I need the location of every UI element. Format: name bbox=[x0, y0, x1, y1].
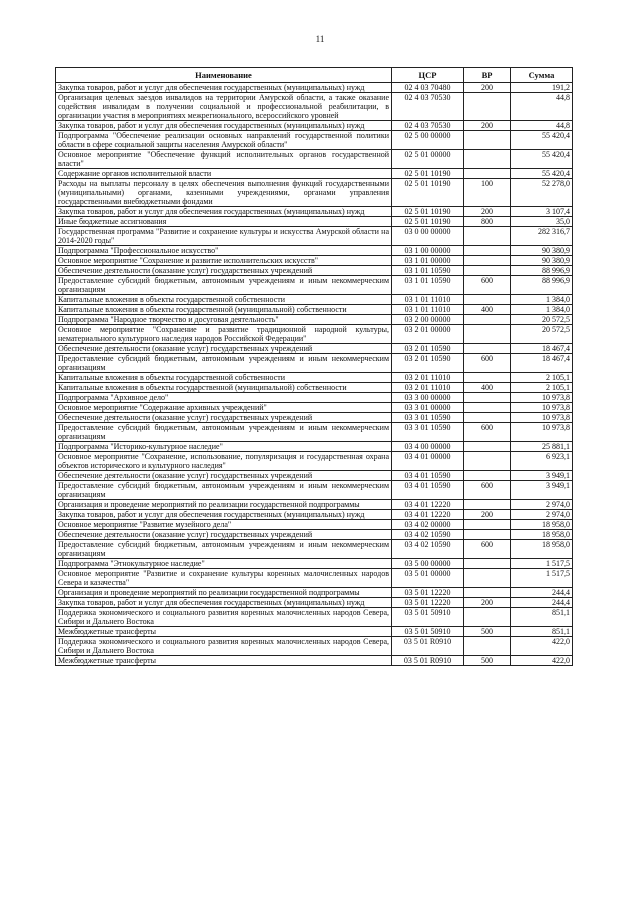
row-sum-cell: 20 572,5 bbox=[511, 325, 573, 344]
row-vr-cell bbox=[464, 256, 511, 266]
row-vr-cell bbox=[464, 393, 511, 403]
row-name-cell: Основное мероприятие "Обеспечение функций исполнительных органов государственной власти" bbox=[56, 150, 392, 169]
row-name-cell: Обеспечение деятельности (оказание услуг) государственных учреждений bbox=[56, 344, 392, 354]
row-csr-cell: 03 1 01 11010 bbox=[392, 295, 464, 305]
row-vr-cell bbox=[464, 169, 511, 179]
row-sum-cell: 44,8 bbox=[511, 121, 573, 131]
row-vr-cell bbox=[464, 403, 511, 413]
row-csr-cell: 03 4 02 10590 bbox=[392, 530, 464, 540]
row-vr-cell bbox=[464, 295, 511, 305]
page-number: 11 bbox=[315, 34, 325, 44]
row-csr-cell: 03 5 01 R0910 bbox=[392, 637, 464, 656]
row-sum-cell: 44,8 bbox=[511, 93, 573, 121]
row-name-cell: Организация целевых заездов инвалидов на территории Амурской области, а также оказание содействия инвалидам в получении социальной и профессиональной реабилитации, в организации участия в мероприятиях межрегионального, всероссийского уровней bbox=[56, 93, 392, 121]
table-row bbox=[56, 315, 573, 325]
row-name-cell: Закупка товаров, работ и услуг для обеспечения государственных (муниципальных) нужд bbox=[56, 598, 392, 608]
row-vr-cell bbox=[464, 471, 511, 481]
row-sum-cell: 422,0 bbox=[511, 637, 573, 656]
row-csr-cell: 03 2 01 11010 bbox=[392, 373, 464, 383]
row-vr-cell bbox=[464, 520, 511, 530]
row-sum-cell: 88 996,9 bbox=[511, 266, 573, 276]
row-sum-cell: 191,2 bbox=[511, 83, 573, 93]
row-sum-cell: 55 420,4 bbox=[511, 131, 573, 150]
row-sum-cell: 1 384,0 bbox=[511, 295, 573, 305]
row-sum-cell: 10 973,8 bbox=[511, 403, 573, 413]
row-sum-cell: 55 420,4 bbox=[511, 169, 573, 179]
row-vr-cell bbox=[464, 569, 511, 588]
table-row bbox=[56, 413, 573, 423]
header-csr: ЦСР bbox=[392, 68, 464, 83]
row-vr-cell: 400 bbox=[464, 305, 511, 315]
row-name-cell: Основное мероприятие "Содержание архивных учреждений" bbox=[56, 403, 392, 413]
row-csr-cell: 03 3 01 10590 bbox=[392, 423, 464, 442]
row-name-cell: Подпрограмма "Историко-культурное наследие" bbox=[56, 442, 392, 452]
row-sum-cell: 18 467,4 bbox=[511, 354, 573, 373]
row-name-cell: Закупка товаров, работ и услуг для обеспечения государственных (муниципальных) нужд bbox=[56, 510, 392, 520]
row-vr-cell bbox=[464, 315, 511, 325]
table-row bbox=[56, 179, 573, 207]
row-name-cell: Содержание органов исполнительной власти bbox=[56, 169, 392, 179]
row-name-cell: Закупка товаров, работ и услуг для обеспечения государственных (муниципальных) нужд bbox=[56, 207, 392, 217]
row-vr-cell: 200 bbox=[464, 207, 511, 217]
table-row bbox=[56, 373, 573, 383]
row-vr-cell: 200 bbox=[464, 121, 511, 131]
row-csr-cell: 03 2 00 00000 bbox=[392, 315, 464, 325]
table-row bbox=[56, 121, 573, 131]
row-sum-cell: 3 107,4 bbox=[511, 207, 573, 217]
row-sum-cell: 1 384,0 bbox=[511, 305, 573, 315]
table-row bbox=[56, 344, 573, 354]
row-sum-cell: 1 517,5 bbox=[511, 559, 573, 569]
row-csr-cell: 02 5 01 10190 bbox=[392, 207, 464, 217]
row-csr-cell: 03 4 01 00000 bbox=[392, 452, 464, 471]
table-row bbox=[56, 266, 573, 276]
table-row bbox=[56, 656, 573, 666]
table-row bbox=[56, 500, 573, 510]
table-row bbox=[56, 305, 573, 315]
row-vr-cell bbox=[464, 530, 511, 540]
row-name-cell: Предоставление субсидий бюджетным, автономным учреждениям и иным некоммерческим организациям bbox=[56, 481, 392, 500]
row-vr-cell bbox=[464, 227, 511, 246]
row-vr-cell bbox=[464, 266, 511, 276]
table-row bbox=[56, 510, 573, 520]
row-csr-cell: 02 5 01 10190 bbox=[392, 169, 464, 179]
row-csr-cell: 03 1 01 10590 bbox=[392, 276, 464, 295]
row-csr-cell: 03 4 01 10590 bbox=[392, 471, 464, 481]
row-csr-cell: 03 4 02 00000 bbox=[392, 520, 464, 530]
row-sum-cell: 52 278,0 bbox=[511, 179, 573, 207]
row-name-cell: Предоставление субсидий бюджетным, автономным учреждениям и иным некоммерческим организациям bbox=[56, 276, 392, 295]
row-sum-cell: 2 105,1 bbox=[511, 373, 573, 383]
row-sum-cell: 2 105,1 bbox=[511, 383, 573, 393]
row-name-cell: Капитальные вложения в объекты государственной собственности bbox=[56, 373, 392, 383]
row-sum-cell: 2 974,0 bbox=[511, 500, 573, 510]
table-row bbox=[56, 559, 573, 569]
table-row bbox=[56, 150, 573, 169]
row-vr-cell: 200 bbox=[464, 598, 511, 608]
row-vr-cell bbox=[464, 442, 511, 452]
table-row bbox=[56, 217, 573, 227]
row-sum-cell: 3 949,1 bbox=[511, 481, 573, 500]
row-csr-cell: 03 3 00 00000 bbox=[392, 393, 464, 403]
budget-table bbox=[55, 67, 573, 666]
table-row bbox=[56, 93, 573, 121]
row-name-cell: Подпрограмма "Профессиональное искусство" bbox=[56, 246, 392, 256]
row-sum-cell: 10 973,8 bbox=[511, 413, 573, 423]
table-row bbox=[56, 540, 573, 559]
table-row bbox=[56, 383, 573, 393]
row-sum-cell: 55 420,4 bbox=[511, 150, 573, 169]
row-vr-cell: 200 bbox=[464, 83, 511, 93]
row-vr-cell bbox=[464, 150, 511, 169]
row-vr-cell bbox=[464, 500, 511, 510]
row-vr-cell: 500 bbox=[464, 627, 511, 637]
table-row bbox=[56, 207, 573, 217]
row-name-cell: Межбюджетные трансферты bbox=[56, 627, 392, 637]
row-csr-cell: 02 5 01 00000 bbox=[392, 150, 464, 169]
row-name-cell: Подпрограмма "Этнокультурное наследие" bbox=[56, 559, 392, 569]
row-name-cell: Предоставление субсидий бюджетным, автономным учреждениям и иным некоммерческим организациям bbox=[56, 423, 392, 442]
row-name-cell: Поддержка экономического и социального развития коренных малочисленных народов Севера, Сибири и Дальнего Востока bbox=[56, 608, 392, 627]
row-name-cell: Предоставление субсидий бюджетным, автономным учреждениям и иным некоммерческим организациям bbox=[56, 354, 392, 373]
table-row bbox=[56, 403, 573, 413]
header-name: Наименование bbox=[56, 68, 392, 83]
row-name-cell: Основное мероприятие "Развитие музейного дела" bbox=[56, 520, 392, 530]
row-csr-cell: 03 1 01 11010 bbox=[392, 305, 464, 315]
table-row bbox=[56, 442, 573, 452]
table-row bbox=[56, 83, 573, 93]
table-row bbox=[56, 169, 573, 179]
row-csr-cell: 03 1 01 00000 bbox=[392, 256, 464, 266]
table-row bbox=[56, 354, 573, 373]
row-name-cell: Организация и проведение мероприятий по реализации государственной подпрограммы bbox=[56, 500, 392, 510]
row-name-cell: Расходы на выплаты персоналу в целях обеспечения выполнения функций государственными (муниципальными) органами, казенными учреждениями, органами управления государственными внебюджетными фондами bbox=[56, 179, 392, 207]
row-name-cell: Закупка товаров, работ и услуг для обеспечения государственных (муниципальных) нужд bbox=[56, 83, 392, 93]
row-csr-cell: 02 5 01 10190 bbox=[392, 179, 464, 207]
table-row bbox=[56, 637, 573, 656]
row-vr-cell bbox=[464, 344, 511, 354]
row-sum-cell: 422,0 bbox=[511, 656, 573, 666]
row-csr-cell: 03 3 01 00000 bbox=[392, 403, 464, 413]
row-vr-cell: 500 bbox=[464, 656, 511, 666]
row-vr-cell bbox=[464, 559, 511, 569]
row-name-cell: Иные бюджетные ассигнования bbox=[56, 217, 392, 227]
row-sum-cell: 88 996,9 bbox=[511, 276, 573, 295]
row-name-cell: Межбюджетные трансферты bbox=[56, 656, 392, 666]
row-name-cell: Основное мероприятие "Сохранение и развитие исполнительских искусств" bbox=[56, 256, 392, 266]
row-sum-cell: 35,0 bbox=[511, 217, 573, 227]
row-sum-cell: 851,1 bbox=[511, 608, 573, 627]
row-sum-cell: 851,1 bbox=[511, 627, 573, 637]
row-csr-cell: 03 1 00 00000 bbox=[392, 246, 464, 256]
table-row bbox=[56, 608, 573, 627]
row-name-cell: Организация и проведение мероприятий по реализации государственной подпрограммы bbox=[56, 588, 392, 598]
row-vr-cell: 600 bbox=[464, 481, 511, 500]
row-csr-cell: 03 2 01 10590 bbox=[392, 354, 464, 373]
row-name-cell: Закупка товаров, работ и услуг для обеспечения государственных (муниципальных) нужд bbox=[56, 121, 392, 131]
row-vr-cell bbox=[464, 373, 511, 383]
row-name-cell: Обеспечение деятельности (оказание услуг) государственных учреждений bbox=[56, 471, 392, 481]
row-sum-cell: 244,4 bbox=[511, 598, 573, 608]
table-row bbox=[56, 256, 573, 266]
row-csr-cell: 03 4 02 10590 bbox=[392, 540, 464, 559]
header-vr: ВР bbox=[464, 68, 511, 83]
row-name-cell: Обеспечение деятельности (оказание услуг) государственных учреждений bbox=[56, 266, 392, 276]
row-csr-cell: 02 5 01 10190 bbox=[392, 217, 464, 227]
row-sum-cell: 3 949,1 bbox=[511, 471, 573, 481]
table-row bbox=[56, 423, 573, 442]
row-sum-cell: 2 974,0 bbox=[511, 510, 573, 520]
row-vr-cell bbox=[464, 608, 511, 627]
row-vr-cell: 800 bbox=[464, 217, 511, 227]
table-row bbox=[56, 530, 573, 540]
row-csr-cell: 03 5 01 12220 bbox=[392, 588, 464, 598]
row-name-cell: Основное мероприятие "Развитие и сохранение культуры коренных малочисленных народов Севера и казачества" bbox=[56, 569, 392, 588]
row-name-cell: Капитальные вложения в объекты государственной (муниципальной) собственности bbox=[56, 383, 392, 393]
row-sum-cell: 282 316,7 bbox=[511, 227, 573, 246]
table-row bbox=[56, 276, 573, 295]
row-vr-cell: 200 bbox=[464, 510, 511, 520]
table-row bbox=[56, 131, 573, 150]
table-row bbox=[56, 295, 573, 305]
row-vr-cell: 400 bbox=[464, 383, 511, 393]
table-row bbox=[56, 520, 573, 530]
header-sum: Сумма bbox=[511, 68, 573, 83]
table-row bbox=[56, 598, 573, 608]
row-name-cell: Подпрограмма "Народное творчество и досуговая деятельность" bbox=[56, 315, 392, 325]
row-csr-cell: 02 4 03 70530 bbox=[392, 93, 464, 121]
row-csr-cell: 03 5 01 12220 bbox=[392, 598, 464, 608]
row-csr-cell: 03 1 01 10590 bbox=[392, 266, 464, 276]
row-csr-cell: 03 5 01 R0910 bbox=[392, 656, 464, 666]
row-name-cell: Предоставление субсидий бюджетным, автономным учреждениям и иным некоммерческим организациям bbox=[56, 540, 392, 559]
table-row bbox=[56, 569, 573, 588]
table-row bbox=[56, 246, 573, 256]
table-row bbox=[56, 481, 573, 500]
row-sum-cell: 244,4 bbox=[511, 588, 573, 598]
table-row bbox=[56, 393, 573, 403]
row-sum-cell: 25 881,1 bbox=[511, 442, 573, 452]
row-name-cell: Государственная программа "Развитие и сохранение культуры и искусства Амурской области на 2014-2020 годы" bbox=[56, 227, 392, 246]
row-sum-cell: 18 958,0 bbox=[511, 520, 573, 530]
row-name-cell: Основное мероприятие "Сохранение, использование, популяризация и государственная охрана объектов исторического и культурного наследия" bbox=[56, 452, 392, 471]
row-vr-cell: 100 bbox=[464, 179, 511, 207]
row-sum-cell: 90 380,9 bbox=[511, 246, 573, 256]
row-vr-cell bbox=[464, 325, 511, 344]
row-vr-cell: 600 bbox=[464, 540, 511, 559]
row-csr-cell: 03 4 01 12220 bbox=[392, 500, 464, 510]
row-csr-cell: 03 5 00 00000 bbox=[392, 559, 464, 569]
row-sum-cell: 18 958,0 bbox=[511, 540, 573, 559]
table-row bbox=[56, 627, 573, 637]
row-name-cell: Обеспечение деятельности (оказание услуг) государственных учреждений bbox=[56, 530, 392, 540]
table-row bbox=[56, 227, 573, 246]
row-csr-cell: 03 5 01 50910 bbox=[392, 627, 464, 637]
row-csr-cell: 03 2 01 00000 bbox=[392, 325, 464, 344]
row-vr-cell bbox=[464, 452, 511, 471]
row-csr-cell: 02 4 03 70530 bbox=[392, 121, 464, 131]
table-row bbox=[56, 588, 573, 598]
row-name-cell: Капитальные вложения в объекты государственной (муниципальной) собственности bbox=[56, 305, 392, 315]
row-vr-cell bbox=[464, 246, 511, 256]
row-sum-cell: 1 517,5 bbox=[511, 569, 573, 588]
row-name-cell: Капитальные вложения в объекты государственной собственности bbox=[56, 295, 392, 305]
row-name-cell: Обеспечение деятельности (оказание услуг) государственных учреждений bbox=[56, 413, 392, 423]
table-row bbox=[56, 325, 573, 344]
row-csr-cell: 03 0 00 00000 bbox=[392, 227, 464, 246]
row-csr-cell: 03 5 01 50910 bbox=[392, 608, 464, 627]
row-name-cell: Основное мероприятие "Сохранение и развитие традиционной народной культуры, нематериального культурного наследия народов Российской Федерации" bbox=[56, 325, 392, 344]
row-sum-cell: 10 973,8 bbox=[511, 423, 573, 442]
row-sum-cell: 20 572,5 bbox=[511, 315, 573, 325]
row-csr-cell: 03 2 01 10590 bbox=[392, 344, 464, 354]
row-vr-cell: 600 bbox=[464, 423, 511, 442]
row-vr-cell: 600 bbox=[464, 354, 511, 373]
row-vr-cell bbox=[464, 637, 511, 656]
row-vr-cell bbox=[464, 131, 511, 150]
table-header-row bbox=[56, 68, 573, 83]
row-csr-cell: 03 2 01 11010 bbox=[392, 383, 464, 393]
row-vr-cell bbox=[464, 413, 511, 423]
row-csr-cell: 03 4 01 12220 bbox=[392, 510, 464, 520]
table-row bbox=[56, 452, 573, 471]
table-row bbox=[56, 471, 573, 481]
row-vr-cell bbox=[464, 93, 511, 121]
row-name-cell: Поддержка экономического и социального развития коренных малочисленных народов Севера, Сибири и Дальнего Востока bbox=[56, 637, 392, 656]
row-csr-cell: 03 4 00 00000 bbox=[392, 442, 464, 452]
row-csr-cell: 03 5 01 00000 bbox=[392, 569, 464, 588]
row-csr-cell: 03 4 01 10590 bbox=[392, 481, 464, 500]
row-sum-cell: 18 958,0 bbox=[511, 530, 573, 540]
row-name-cell: Подпрограмма "Архивное дело" bbox=[56, 393, 392, 403]
row-csr-cell: 03 3 01 10590 bbox=[392, 413, 464, 423]
row-sum-cell: 6 923,1 bbox=[511, 452, 573, 471]
row-csr-cell: 02 5 00 00000 bbox=[392, 131, 464, 150]
row-name-cell: Подпрограмма "Обеспечение реализации основных направлений государственной политики области в сфере социальной защиты населения Амурской области" bbox=[56, 131, 392, 150]
row-vr-cell bbox=[464, 588, 511, 598]
row-sum-cell: 18 467,4 bbox=[511, 344, 573, 354]
row-sum-cell: 10 973,8 bbox=[511, 393, 573, 403]
row-vr-cell: 600 bbox=[464, 276, 511, 295]
row-csr-cell: 02 4 03 70480 bbox=[392, 83, 464, 93]
row-sum-cell: 90 380,9 bbox=[511, 256, 573, 266]
